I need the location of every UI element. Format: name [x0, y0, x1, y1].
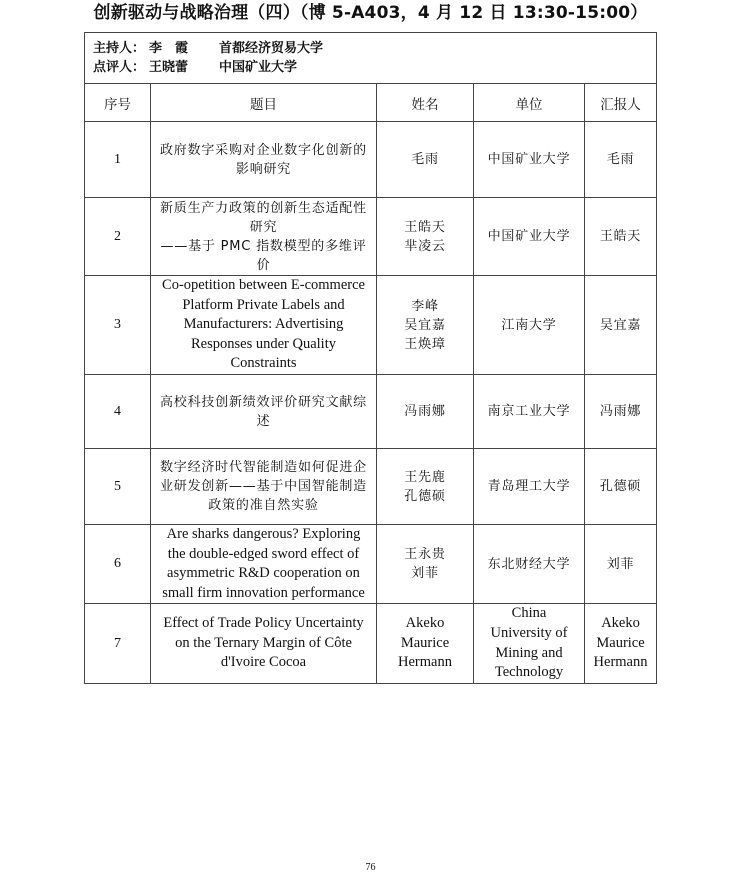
row-org: 东北财经大学	[474, 525, 585, 604]
row-names: Akeko Maurice Hermann	[377, 604, 474, 683]
row-org: China University of Mining and Technology	[474, 604, 585, 683]
host-line	[93, 39, 648, 58]
row-topic: 高校科技创新绩效评价研究文献综述	[151, 375, 377, 449]
col-header-no: 序号	[85, 84, 151, 122]
host-role: 主持人：	[93, 41, 146, 56]
table-row	[85, 375, 657, 449]
info-cell	[85, 33, 657, 84]
row-org: 江南大学	[474, 276, 585, 375]
table-row	[85, 604, 657, 683]
row-names: 李峰 吴宜嘉 王焕璋	[377, 276, 474, 375]
row-names: 冯雨娜	[377, 375, 474, 449]
row-names: 王先鹿 孔德硕	[377, 449, 474, 525]
page-number: 76	[365, 862, 376, 873]
row-topic: Are sharks dangerous? Exploring the double-edged sword effect of asymmetric R&D cooperation on small firm innovation performance	[151, 525, 377, 604]
row-topic: 数字经济时代智能制造如何促进企业研发创新——基于中国智能制造政策的准自然实验	[151, 449, 377, 525]
header-row	[85, 84, 657, 122]
row-names: 毛雨	[377, 122, 474, 198]
row-no: 6	[85, 525, 151, 604]
row-presenter: 冯雨娜	[585, 375, 657, 449]
row-presenter: Akeko Maurice Hermann	[585, 604, 657, 683]
row-names: 王皓天 芈凌云	[377, 198, 474, 276]
row-topic: Effect of Trade Policy Uncertainty on the Ternary Margin of Côte d'Ivoire Cocoa	[151, 604, 377, 683]
row-presenter: 刘菲	[585, 525, 657, 604]
row-org: 青岛理工大学	[474, 449, 585, 525]
row-no: 4	[85, 375, 151, 449]
table-row	[85, 525, 657, 604]
row-presenter: 王皓天	[585, 198, 657, 276]
row-presenter: 孔德硕	[585, 449, 657, 525]
row-no: 5	[85, 449, 151, 525]
reviewer-org: 中国矿业大学	[219, 60, 298, 75]
host-org: 首都经济贸易大学	[219, 41, 324, 56]
row-topic: 政府数字采购对企业数字化创新的影响研究	[151, 122, 377, 198]
table-row	[85, 276, 657, 375]
row-topic: Co-opetition between E-commerce Platform Private Labels and Manufacturers: Advertising Responses under Quality Constraints	[151, 276, 377, 375]
reviewer-role: 点评人：	[93, 60, 146, 75]
table-row	[85, 449, 657, 525]
reviewer-name: 王晓蕾	[149, 60, 189, 75]
row-no: 2	[85, 198, 151, 276]
row-org: 中国矿业大学	[474, 198, 585, 276]
host-name: 李 霞	[149, 41, 189, 56]
reviewer-line	[93, 58, 648, 77]
col-header-presenter: 汇报人	[585, 84, 657, 122]
row-no: 7	[85, 604, 151, 683]
col-header-topic: 题目	[151, 84, 377, 122]
table-row	[85, 198, 657, 276]
row-no: 1	[85, 122, 151, 198]
row-org: 南京工业大学	[474, 375, 585, 449]
row-org: 中国矿业大学	[474, 122, 585, 198]
table-row	[85, 122, 657, 198]
row-topic: 新质生产力政策的创新生态适配性研究 ——基于 PMC 指数模型的多维评价	[151, 198, 377, 276]
col-header-name: 姓名	[377, 84, 474, 122]
col-header-org: 单位	[474, 84, 585, 122]
row-no: 3	[85, 276, 151, 375]
row-presenter: 吴宜嘉	[585, 276, 657, 375]
schedule-table	[84, 32, 657, 684]
info-row	[85, 33, 657, 84]
row-presenter: 毛雨	[585, 122, 657, 198]
row-names: 王永贵 刘菲	[377, 525, 474, 604]
session-title: 创新驱动与战略治理（四）（博 5-A403，4 月 12 日 13:30-15:00）	[93, 3, 648, 23]
